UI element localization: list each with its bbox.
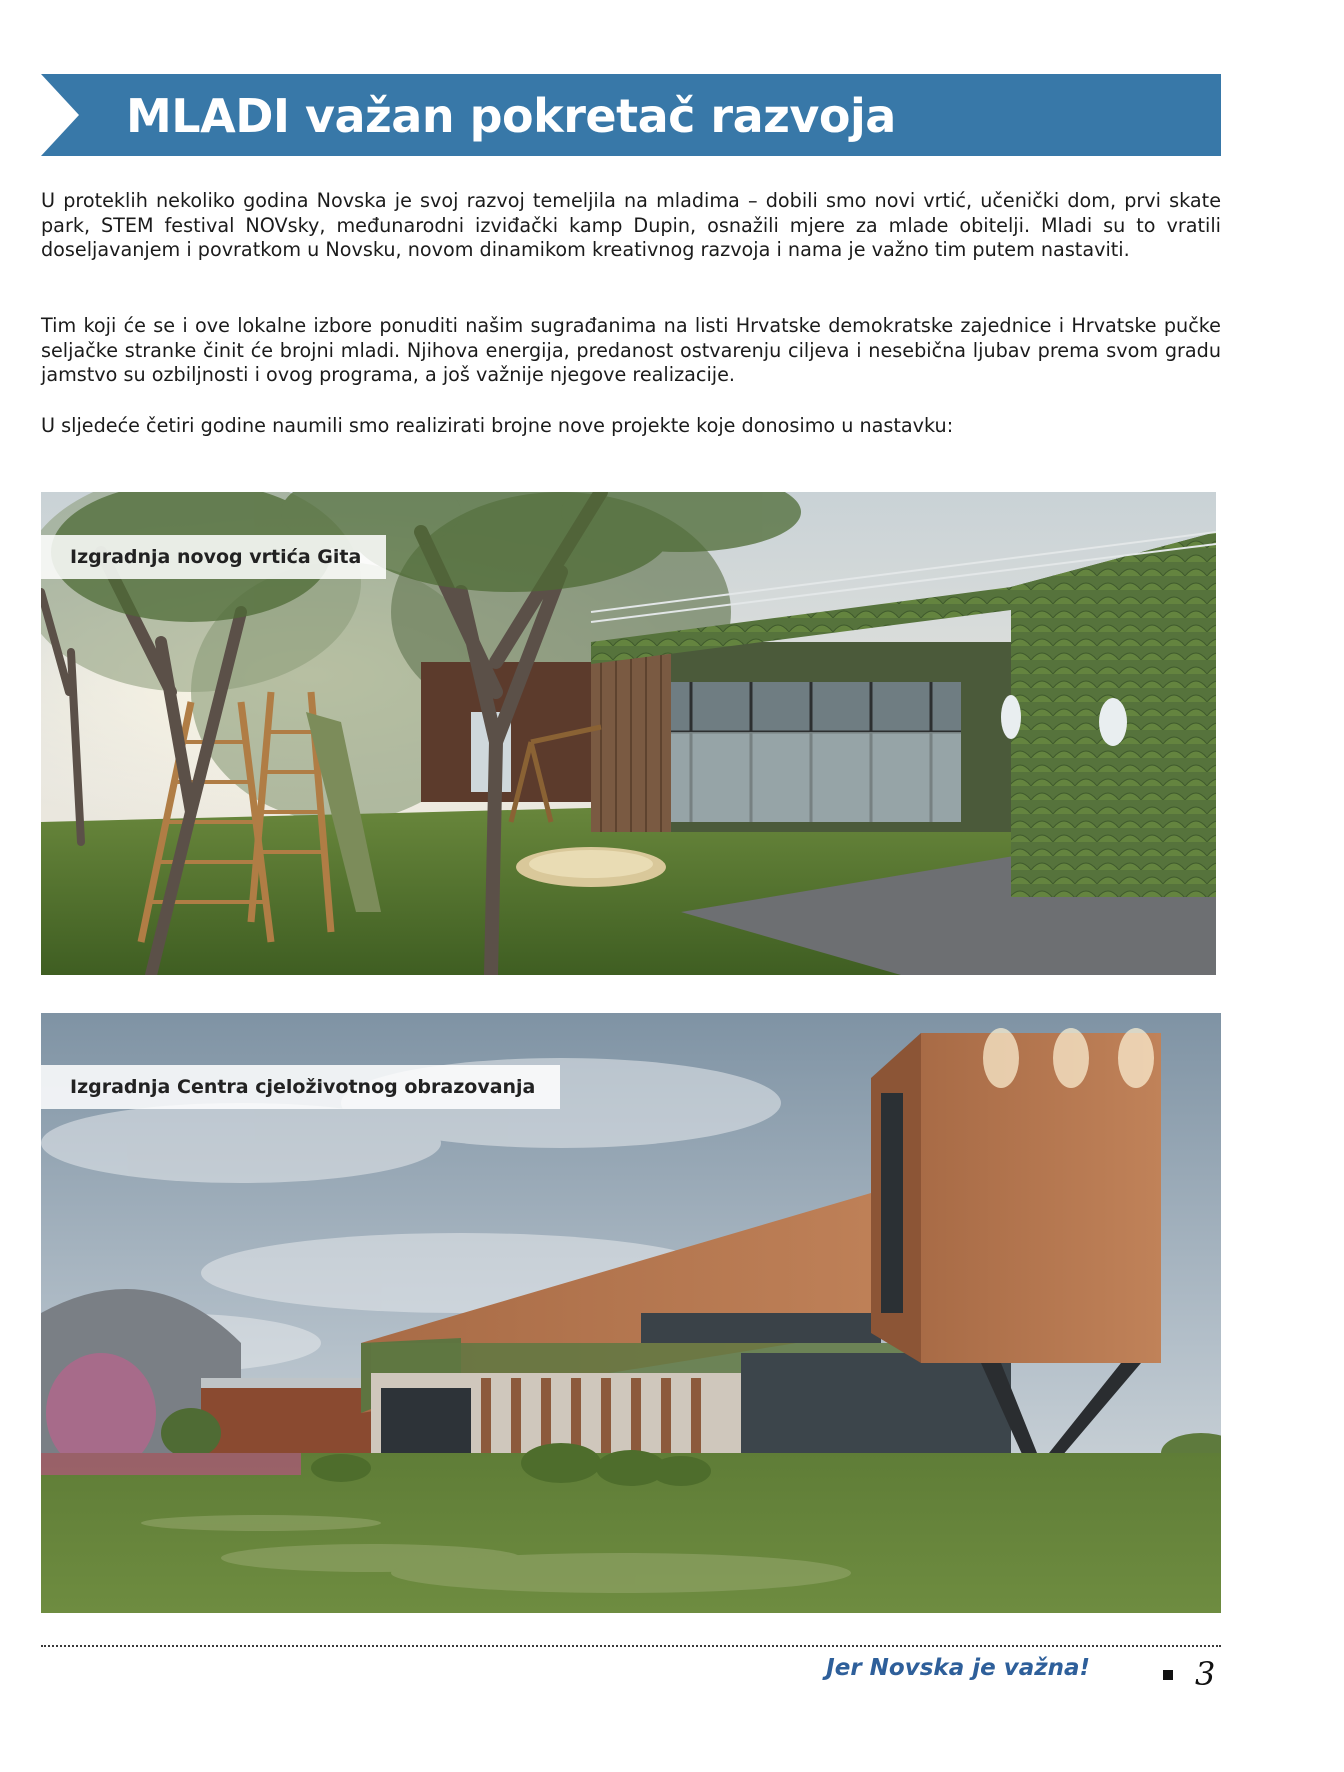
footer-divider xyxy=(41,1645,1221,1647)
projects-lead-paragraph: U sljedeće četiri godine naumili smo realizirati brojne nove projekte koje donosimo u nastavku: xyxy=(41,414,954,437)
footer-slogan: Jer Novska je važna! xyxy=(826,1655,1090,1681)
education-center-caption: Izgradnja Centra cjeloživotnog obrazovanja xyxy=(41,1065,560,1109)
page-number: 3 xyxy=(1195,1655,1216,1693)
square-bullet-icon xyxy=(1163,1670,1173,1680)
kindergarten-caption: Izgradnja novog vrtića Gita xyxy=(41,535,386,579)
banner-chevron-icon xyxy=(41,74,81,156)
intro-paragraph: U proteklih nekoliko godina Novska je svoj razvoj temeljila na mladima – dobili smo novi vrtić, učenički dom, prvi skate park, STEM festival NOVsky, međunarodni izviđački kamp Dupin, osnažili mjere za mlade obitelji. Mladi su to vratili doseljavanjem i povratkom u Novsku, novom dinamikom kreativnog razvoja i nama je važno tim putem nastaviti. xyxy=(41,189,1221,261)
page-title: MLADI važan pokretač razvoja xyxy=(126,89,896,143)
team-paragraph: Tim koji će se i ove lokalne izbore ponuditi našim sugrađanima na listi Hrvatske demokratske zajednice i Hrvatske pučke seljačke stranke činit će brojni mladi. Njihova energija, predanost ostvarenju ciljeva i nesebična ljubav prema svom gradu jamstvo su ozbiljnosti i ovog programa, a još važnije njegove realizacije. xyxy=(41,314,1221,386)
